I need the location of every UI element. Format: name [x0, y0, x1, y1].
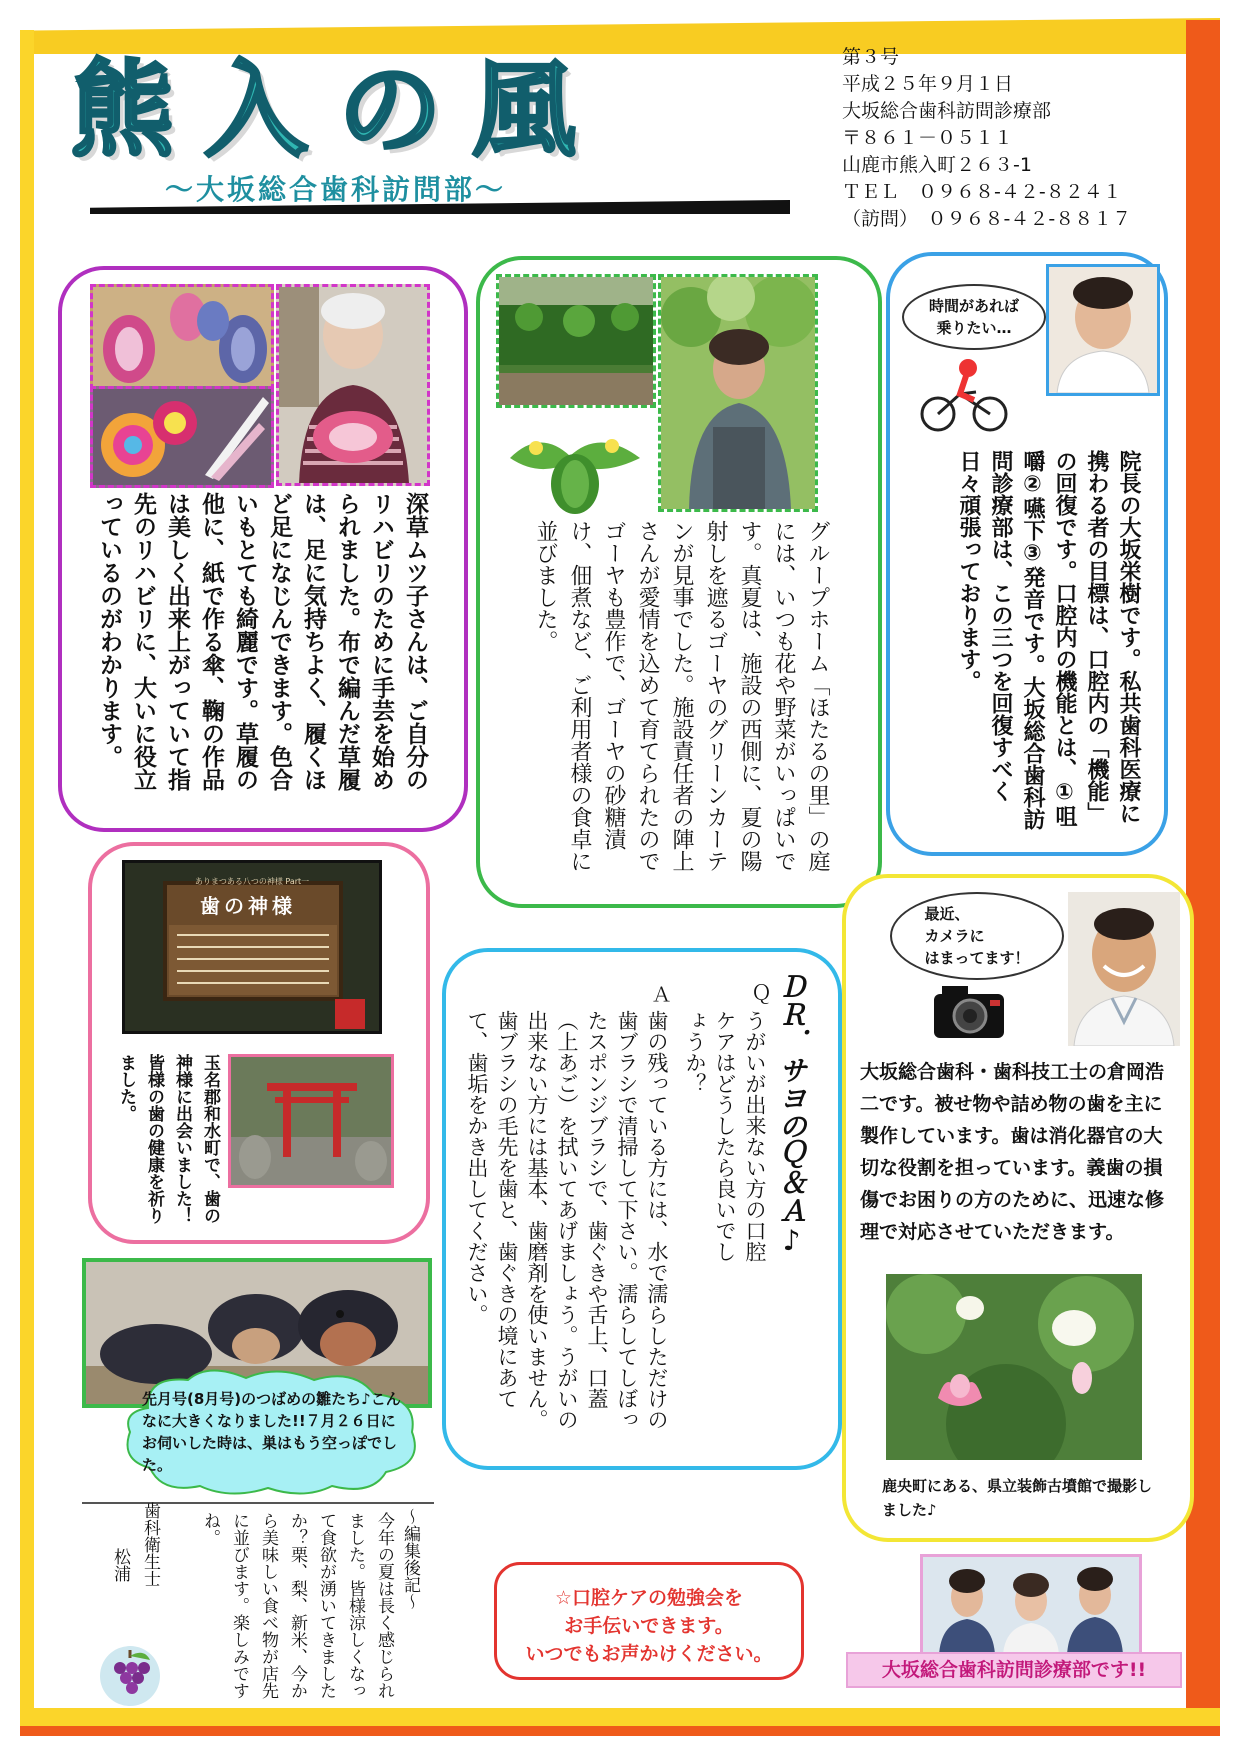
qa-article-box — [442, 948, 842, 1470]
address: 山鹿市熊入町２６３-1 — [842, 154, 1032, 176]
shrine-article-text: 玉名郡和水町で、歯の神様に出会いました！皆様の歯の健康を祈りました。 — [116, 1054, 220, 1224]
director-bubble-line-1: 時間があれば — [928, 297, 1019, 315]
tech-bubble-line-3: はまってます！ — [924, 949, 1030, 967]
study-line-3: いつでもお声かけください。 — [525, 1643, 773, 1665]
hotaru-article-box — [476, 256, 882, 908]
editor-name: 松浦 — [110, 1548, 130, 1582]
fukakusa-article-box — [58, 266, 468, 832]
camera-icon — [932, 982, 1006, 1040]
study-line-1: ☆口腔ケアの勉強会を — [554, 1587, 744, 1609]
study-group-box — [494, 1562, 804, 1680]
frame-bottom-accent — [20, 1726, 1220, 1736]
qa-answer-text: 歯の残っている方には、水で濡らしただけの歯ブラシで清掃して下さい。濡らしてしぼったスポンジブラシで、歯ぐきや舌上、口蓋（上あご）を拭いてあげましょう。うがいの出来ない方には基本、歯磨剤を使いません。歯ブラシの毛先を歯と、歯ぐきの境にあてて、歯垢をかき出してください。 — [465, 1010, 669, 1430]
lotus-photo — [886, 1274, 1142, 1460]
editor-note-text: 今年の夏は長く感じられました。皆様涼しくなって食欲が湧いてきましたか？栗、梨、新米、今から美味しい食べ物が店先に並びます。楽しみですね。 — [200, 1512, 394, 1699]
shrine-article-box — [88, 842, 430, 1244]
fukakusa-portrait-photo — [276, 284, 430, 486]
green-curtain-photo — [496, 274, 656, 408]
shrine-sign-subtitle: ありまつある八つの神様 Part一 — [194, 877, 310, 886]
frame-left-bar — [20, 30, 34, 1736]
torii-photo — [228, 1054, 394, 1188]
hotaru-article-text: グループホーム「ほたるの里」の庭には、いつも花や野菜がいっぱいです。真夏は、施設の西側に、夏の陽射しを遮るゴーヤのグリーンカーテンが見事でした。施設責任者の陣上さんが愛情を込めて育てられたのでゴーヤも豊作で、ゴーヤの砂糖漬け、佃煮など、ご利用者様の食卓に並びました。 — [533, 520, 830, 872]
qa-a-mark: Ａ — [648, 984, 672, 1004]
qa-q-mark: Ｑ — [748, 984, 772, 1004]
visit-phone-number: （訪問） ０９６８-４２-８８１７ — [842, 208, 1132, 230]
zouri-photo — [90, 284, 274, 390]
director-portrait-photo — [1046, 264, 1160, 396]
technician-speech-bubble — [890, 892, 1064, 980]
qa-title: ＤＲ．サヨのＱ＆Ａ♪ — [775, 972, 808, 1257]
temari-photo — [90, 386, 274, 488]
issue-date: 平成２５年９月１日 — [842, 73, 1014, 95]
goya-illustration — [500, 418, 650, 514]
editor-separator — [82, 1502, 434, 1504]
fukakusa-article-text: 深草ムツ子さんは、ご自分のリハビリのために手芸を始められました。布で編んだ草履は、足に気持ちよく、履くほど足になじんできます。色合いもとても綺麗です。草履の他に、紙で作る傘、鞠の作品は美しく出来上がっていて指先のリハビリに、大いに役立っているのがわかります。 — [96, 492, 428, 791]
newsletter-title: 熊入の風 — [70, 48, 607, 171]
lotus-caption: 鹿央町にある、県立装飾古墳館で撮影しました♪ — [882, 1477, 1153, 1519]
technician-portrait-photo — [1068, 892, 1180, 1046]
qa-question-text: うがいが出来ない方の口腔ケアはどうしたら良いでしょうか？ — [683, 1010, 767, 1262]
editor-role: 歯科衛生士 — [140, 1502, 160, 1587]
technician-article-box — [842, 874, 1194, 1542]
director-article-text: 院長の大坂栄樹です。私共歯科医療に携わる者の目標は、口腔内の「機能」の回復です。口腔内の機能とは、①咀嚼②嚥下③発音です。大坂総合歯科訪問診療部は、この三つを回復すべく日々頑張っております。 — [956, 450, 1141, 830]
team-caption: 大坂総合歯科訪問診療部です!! — [846, 1652, 1182, 1688]
newsletter-subtitle: ～大坂総合歯科訪問部～ — [165, 173, 507, 206]
phone-number: ＴＥＬ ０９６８-４２-８２４１ — [842, 181, 1122, 203]
swallow-caption-cloud — [118, 1368, 426, 1498]
swallow-caption-text: 先月号(8月号)のつばめの雛たち♪こんなに大きくなりました!!７月２６日にお伺いした時は、巣はもう空っぽでした。 — [142, 1390, 401, 1474]
study-line-2: お手伝いできます。 — [564, 1615, 734, 1637]
shrine-sign-title: 歯の神様 — [200, 894, 296, 918]
editor-heading: ～編集後記～ — [400, 1508, 420, 1610]
technician-article-text: 大坂総合歯科・歯科技工士の倉岡浩二です。被せ物や詰め物の歯を主に製作しています。歯は消化器官の大切な役割を担っています。義歯の損傷でお困りの方のために、迅速な修理で対応させていただきます。 — [860, 1061, 1165, 1243]
director-article-box — [886, 252, 1168, 856]
team-photo — [920, 1554, 1142, 1658]
cyclist-illustration — [920, 356, 1010, 436]
issue-number: 第３号 — [842, 46, 900, 68]
jinjo-portrait-photo — [658, 274, 818, 512]
postal-code: 〒８６１－０５１１ — [842, 127, 1014, 149]
clinic-name: 大坂総合歯科訪問診療部 — [842, 100, 1052, 122]
grape-illustration — [100, 1644, 160, 1706]
issue-info — [842, 44, 1172, 233]
director-bubble-line-2: 乗りたい… — [936, 319, 1012, 337]
tech-bubble-line-2: カメラに — [924, 927, 985, 945]
director-speech-bubble — [902, 284, 1046, 350]
tech-bubble-line-1: 最近、 — [924, 905, 970, 923]
